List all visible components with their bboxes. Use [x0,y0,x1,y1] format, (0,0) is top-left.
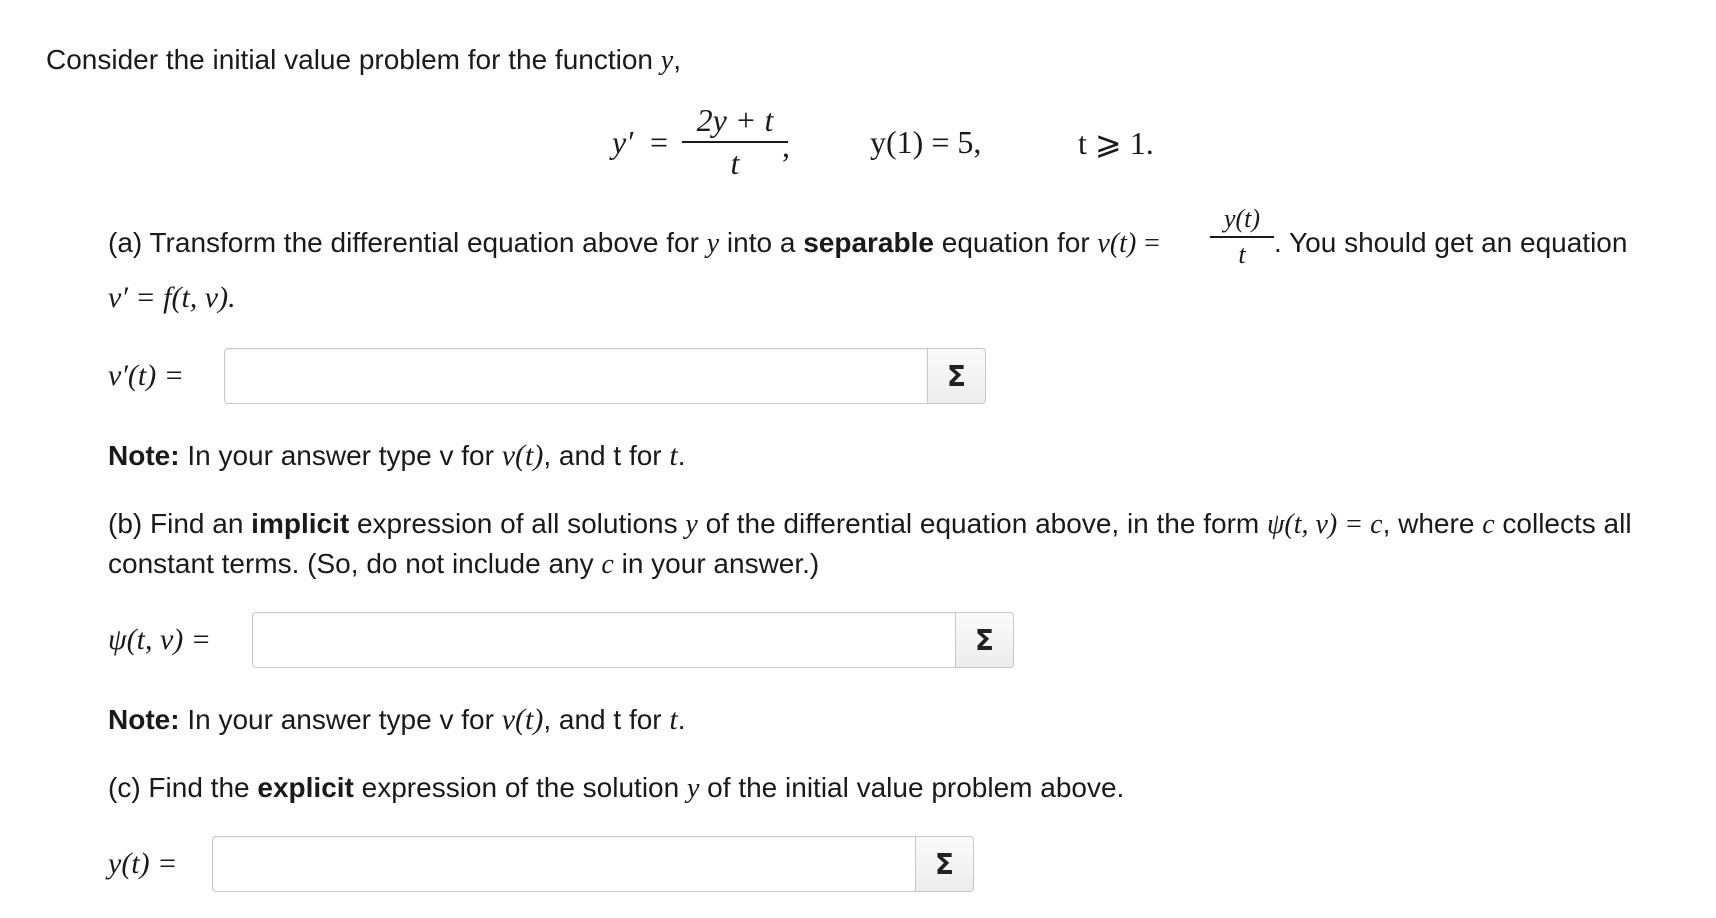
ivp-numerator: 2y + t [696,102,774,138]
ivp-domain: t ⩾ 1. [1078,125,1154,161]
part-c-answer-label: y(t) = [108,847,178,880]
part-a-prompt: (a) Transform the differential equation above for y into a separable equation for v(t) = [108,227,1160,259]
ivp-lhs: y′ [612,124,634,160]
part-a-fraction: y(t) t [1210,204,1274,270]
part-a-prompt-tail: . You should get an equation [1274,227,1628,258]
part-b-answer-label: ψ(t, v) = [108,623,212,656]
ivp-comma: , [782,128,790,164]
part-b-note: Note: In your answer type v for v(t), and t for t. [108,703,686,736]
fraction-bar [682,141,788,143]
part-b-prompt: (b) Find an implicit expression of all solutions y of the differential equation above, in the form ψ(t, v) = c, where c collects all [108,508,1632,540]
sigma-icon: Σ [934,847,955,881]
sigma-icon: Σ [974,623,995,657]
part-a-equation-editor-button[interactable] [928,348,986,404]
part-c-prompt: (c) Find the explicit expression of the solution y of the initial value problem above. [108,772,1125,804]
fraction-bar [1210,236,1274,238]
part-a-answer-label: v′(t) = [108,359,184,392]
ivp-fraction [682,102,788,182]
sigma-icon: Σ [946,359,967,393]
part-a-form: v′ = f(t, v). [108,281,236,314]
part-c-answer-input[interactable] [212,836,916,892]
part-b-prompt-line2: constant terms. (So, do not include any c in your answer.) [108,548,820,580]
part-b-equation-editor-button[interactable] [956,612,1014,668]
part-b-answer-input[interactable] [252,612,956,668]
ivp-equals: = [650,124,669,160]
part-a-note: Note: In your answer type v for v(t), and t for t. [108,439,686,472]
part-a-answer-input[interactable] [224,348,928,404]
ivp-initial-condition: y(1) = 5, [870,124,982,160]
ivp-denominator: t [730,145,740,181]
intro-text: Consider the initial value problem for the function y, [46,44,682,76]
part-c-equation-editor-button[interactable] [916,836,974,892]
